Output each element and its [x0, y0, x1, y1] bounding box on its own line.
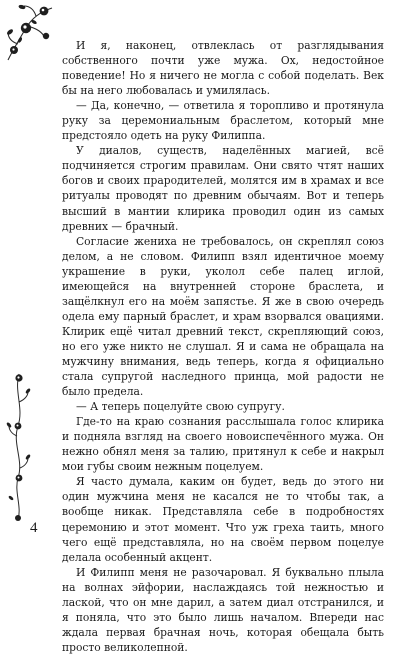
rose-vine-corner-icon	[4, 2, 62, 64]
paragraph: И Филипп меня не разочаровал. Я буквально плыла на волнах эйфории, наслаждаясь той нежностью и лаской, что он мне дарил, а затем диал отстранился, и я поняла, что это было лишь началом. Впереди нас ждала первая брачная ночь, которая обещала быть просто великолепной.	[62, 565, 384, 654]
rose-vine-side-icon	[6, 372, 32, 522]
paragraph: Я часто думала, каким он будет, ведь до этого ни один мужчина меня не касался не то чтобы так, а вообще никак. Представляла себе в подробностях церемонию и этот момент. Что уж греха таить, много чего ещё представляла, но на своём первом поцелуе делала особенный акцент.	[62, 475, 384, 564]
body-text	[62, 38, 384, 655]
paragraph: Где-то на краю сознания расслышала голос клирика и подняла взгляд на своего новоиспечённого мужа. Он нежно обнял меня за талию, притянул к себе и накрыл мои губы своим нежным поцелуем.	[62, 415, 384, 474]
paragraph: — Да, конечно, — ответила я торопливо и протянула руку за церемониальным браслетом, который мне предстояло одеть на руку Филиппа.	[62, 99, 384, 143]
page-number: 4	[30, 520, 38, 536]
paragraph: И я, наконец, отвлеклась от разглядывания собственного почти уже мужа. Ох, недостойное поведение! Но я ничего не могла с собой поделать. Век бы на него любовалась и умилялась.	[62, 39, 384, 98]
paragraph: У диалов, существ, наделённых магией, всё подчиняется строгим правилам. Они свято чтят наших богов и своих прародителей, молятся им в храмах и все ритуалы проводят по древним обычаям. Вот и теперь высший в мантии клирика проводил один из самых древних — брачный.	[62, 144, 384, 233]
paragraph: Согласие жениха не требовалось, он скреплял союз делом, а не словом. Филипп взял идентичное моему украшение в руки, уколол себе палец иглой, имеющейся на внутренней стороне браслета, и защёлкнул его на моём запястье. Я же в свою очередь одела ему парный браслет, и храм взорвался овациями. Клирик ещё читал древний текст, скрепляющий союз, но его уже никто не слушал. Я и сама не обращала на мужчину внимания, ведь теперь, когда я официально стала супругой наследного принца, мой радости не было предела.	[62, 234, 384, 399]
paragraph: — А теперь поцелуйте свою супругу.	[76, 400, 285, 414]
